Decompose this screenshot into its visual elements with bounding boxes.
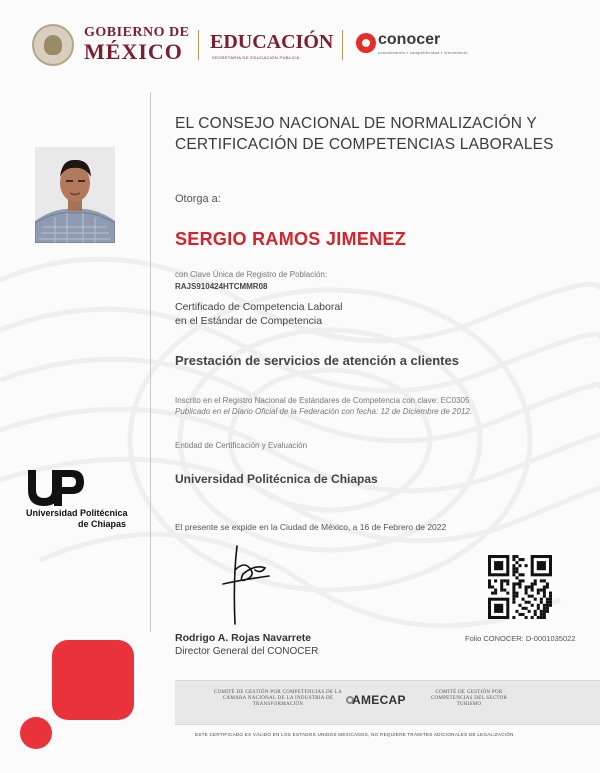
recipient-name: SERGIO RAMOS JIMENEZ — [175, 229, 407, 249]
gobierno-line2: MÉXICO — [84, 39, 183, 64]
curp-value: RAJS910424HTCMMR08 — [175, 282, 268, 291]
standard-name: Prestación de servicios de atención a clientes — [175, 353, 459, 368]
entity-name: Universidad Politécnica de Chiapas — [175, 472, 378, 486]
committee-left: COMITÉ DE GESTIÓN POR COMPETENCIAS DE LA CÁMARA NACIONAL DE LA INDUSTRIA DE TRANSFORMACIÓN — [213, 690, 343, 707]
conocer-logo: conocer — [378, 31, 441, 48]
validity-footer: ESTE CERTIFICADO ES VÁLIDO EN LOS ESTADOS UNIDOS MEXICANOS, NO REQUIERE TRÁMITES ADICIONALES DE LEGALIZACIÓN — [195, 732, 514, 737]
registry-text: Inscrito en el Registro Nacional de Estándares de Competencia con clave: EC0305 — [175, 396, 470, 405]
coat-of-arms-icon — [32, 24, 74, 66]
published-text: Publicado en el Diario Oficial de la Federación con fecha: 12 de Diciembre de 2012. — [175, 407, 473, 416]
signer-name: Rodrigo A. Rojas Navarrete — [175, 632, 312, 644]
certificate-type-line1: Certificado de Competencia Laboral — [175, 301, 343, 313]
certificate-type — [175, 300, 343, 328]
signer-role: Director General del CONOCER — [175, 646, 319, 657]
recipient-photo — [35, 147, 115, 243]
header-divider — [198, 30, 199, 60]
entity-label: Entidad de Certificación y Evaluación — [175, 441, 308, 450]
qr-code-icon — [488, 555, 552, 619]
otorga-label: Otorga a: — [175, 193, 221, 205]
educacion-subtitle: SECRETARÍA DE EDUCACIÓN PÚBLICA — [212, 55, 300, 60]
certificate-title: EL CONSEJO NACIONAL DE NORMALIZACIÓN Y CERTIFICACIÓN DE COMPETENCIAS LABORALES — [175, 115, 554, 153]
conocer-logo-icon — [356, 33, 376, 53]
educacion-logo: EDUCACIÓN — [210, 31, 334, 53]
gobierno-line1: GOBIERNO DE — [84, 25, 190, 40]
header-divider-2 — [342, 30, 343, 60]
vertical-divider — [150, 92, 151, 632]
up-logo-line1: Universidad Politécnica — [26, 508, 128, 518]
conocer-tagline: conocimiento ▪ competitividad ▪ crecimiento — [378, 50, 468, 55]
decorative-red-square — [52, 640, 134, 720]
issued-text: El presente se expide en la Ciudad de México, a 16 de Febrero de 2022 — [175, 522, 447, 532]
header — [0, 0, 600, 78]
amecap-logo: AMECAP — [352, 693, 406, 707]
decorative-red-dot — [20, 717, 52, 749]
folio: Folio CONOCER: D-0001035022 — [465, 634, 576, 643]
certificate-type-line2: en el Estándar de Competencia — [175, 315, 323, 327]
curp-label: con Clave Única de Registro de Población: — [175, 270, 328, 279]
signature — [215, 540, 275, 630]
up-logo-line2: de Chiapas — [78, 519, 127, 529]
committee-right: COMITÉ DE GESTIÓN POR COMPETENCIAS DEL SECTOR TURISMO — [430, 690, 508, 707]
